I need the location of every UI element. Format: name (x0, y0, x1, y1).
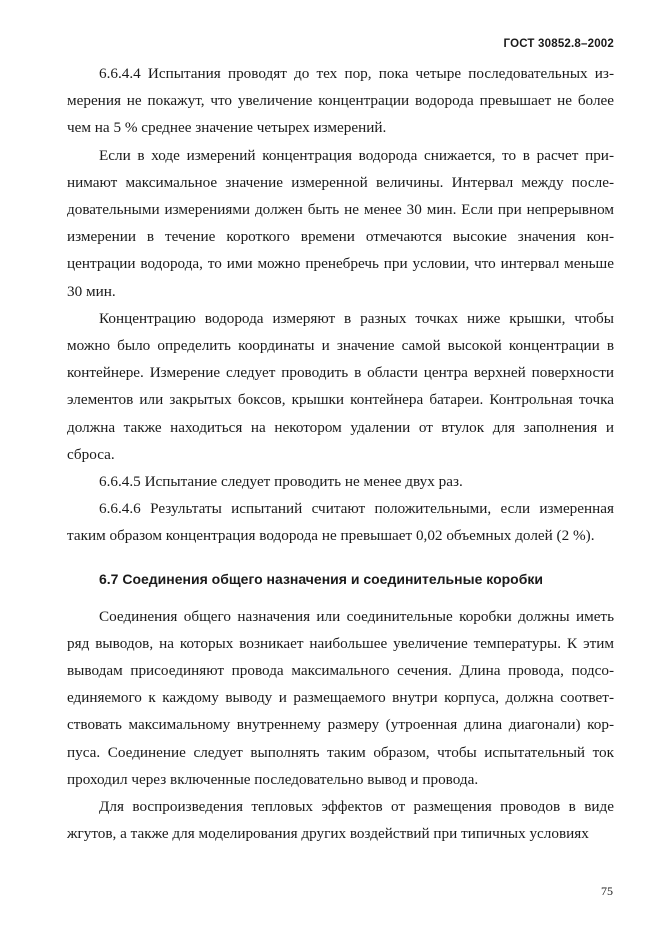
paragraph-6-6-4-5: 6.6.4.5 Испытание следует проводить не менее двух раз. (99, 473, 463, 491)
paragraph-measurement-points: Концентрацию водорода измеряют в разных точках ниже крышки, чтобы можно было определить координаты и значение самой высокой концентрации в контейнере. Измерение следует проводить в области центра верхней поверхности элементов или закрытых боксов, крышки контейнера батареи. Контрольная точка должна также находиться на некотором удалении от втулок для заполнения и сброса. (67, 309, 614, 463)
document-body (67, 60, 614, 847)
paragraph-6-6-4-6: 6.6.4.6 Результаты испытаний считают положительными, если измеренная таким образом концентрация водорода не превышает 0,02 объемных долей (2 %). (67, 500, 614, 545)
document-header: ГОСТ 30852.8–2002 (503, 38, 614, 50)
paragraph-6-6-4-4: 6.6.4.4 Испытания проводят до тех пор, пока четыре последовательных измерения не покажут, что увеличение концентрации водорода превышает не более чем на 5 % среднее значение четырех измерений. (67, 65, 614, 137)
paragraph-connections: Соединения общего назначения или соединительные коробки должны иметь ряд выводов, на которых возникает наибольшее увеличение температуры. К этим выводам присоединяют провода максимального сечения. Длина провода, подсоединяемого к каждому выводу и размещаемого внутри корпуса, должна соответствовать максимальному внутреннему размеру (утроенная длина диагонали) корпуса. Соединение следует выполнять таким образом, чтобы испытательный ток проходил через включенные последовательно вывод и провода. (67, 607, 614, 788)
page-number: 75 (601, 884, 613, 898)
paragraph-thermal-effects: Для воспроизведения тепловых эффектов от размещения проводов в виде жгутов, а также для моделирования других воздействий при типичных условиях (67, 798, 614, 843)
section-heading-6-7: 6.7 Соединения общего назначения и соединительные коробки (99, 570, 543, 587)
paragraph-hydrogen-decrease: Если в ходе измерений концентрация водорода снижается, то в расчет принимают максимальное значение измеренной величины. Интервал между последовательными измерениями должен быть не менее 30 мин. Если при непрерывном измерении в течение короткого времени отмечаются высокие значения концентрации водорода, то ими можно пренебречь при условии, что интервал меньше 30 мин. (67, 146, 614, 300)
